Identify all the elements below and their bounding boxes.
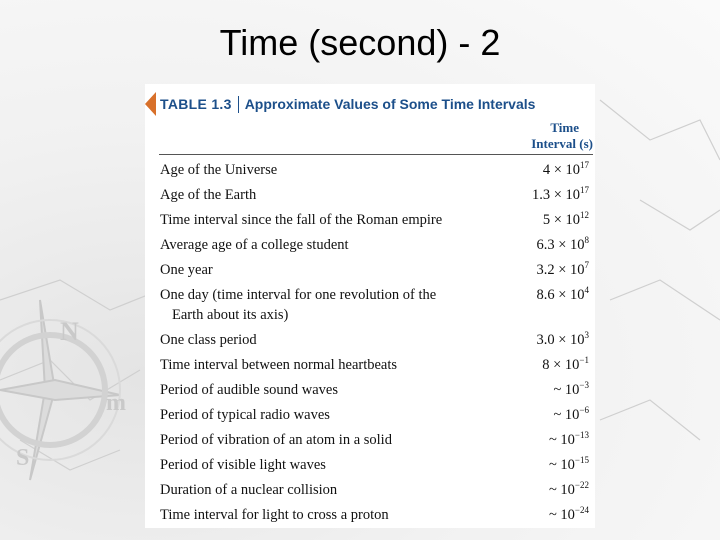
caption-arrow-icon [145, 92, 156, 116]
column-header-line-1: Time [550, 120, 579, 135]
value-exponent: −6 [579, 405, 589, 415]
row-value [489, 185, 593, 205]
row-description-text: Time interval between normal heartbeats [160, 357, 398, 373]
value-exponent: −1 [579, 355, 589, 365]
row-description [160, 380, 489, 400]
row-value [489, 480, 593, 500]
table-label: TABLE 1.3 [160, 96, 232, 112]
row-value [489, 405, 593, 425]
value-mantissa: 8 × 10 [542, 357, 580, 373]
header-rule [159, 154, 593, 155]
row-description [160, 455, 489, 475]
row-description-text: Age of the Universe [160, 162, 278, 178]
row-value [489, 260, 593, 280]
row-description [160, 430, 489, 450]
row-value [489, 355, 593, 375]
row-value [489, 235, 593, 255]
row-description-text: Period of vibration of an atom in a solid [160, 432, 392, 448]
table-row [160, 260, 593, 280]
table-row [160, 355, 593, 375]
table-row [160, 455, 593, 475]
value-mantissa: 1.3 × 10 [531, 187, 580, 203]
value-exponent: 8 [584, 235, 589, 245]
value-mantissa: ~ 10 [553, 407, 580, 423]
value-exponent: 3 [584, 330, 589, 340]
slide-title: Time (second) - 2 [219, 22, 501, 63]
row-value [489, 430, 593, 450]
value-exponent: 17 [580, 160, 589, 170]
value-exponent: −3 [579, 380, 589, 390]
row-description-text: Average age of a college student [160, 237, 349, 253]
value-mantissa: ~ 10 [548, 482, 575, 498]
row-description [160, 285, 489, 325]
row-description [160, 260, 489, 280]
row-description-text: Period of audible sound waves [160, 382, 338, 398]
table-row [160, 235, 593, 255]
value-mantissa: 5 × 10 [542, 212, 580, 228]
row-value [489, 380, 593, 400]
table-row [160, 405, 593, 425]
value-exponent: −15 [574, 455, 589, 465]
compass-letter-s: S [16, 445, 30, 471]
row-description [160, 505, 489, 525]
value-exponent: 4 [584, 285, 589, 295]
row-value [489, 210, 593, 230]
row-description [160, 330, 489, 350]
table-title: Approximate Values of Some Time Intervals [244, 96, 536, 112]
table-row [160, 185, 593, 205]
table-row [160, 430, 593, 450]
value-mantissa: 6.3 × 10 [536, 237, 585, 253]
value-exponent: 12 [580, 210, 589, 220]
row-value [489, 160, 593, 180]
table-row [160, 380, 593, 400]
row-description-text: Period of visible light waves [160, 457, 326, 473]
row-description-text: Age of the Earth [160, 187, 257, 203]
value-mantissa: 8.6 × 10 [536, 287, 585, 303]
row-description-text: Period of typical radio waves [160, 407, 330, 423]
row-value [489, 330, 593, 350]
value-mantissa: ~ 10 [548, 432, 575, 448]
row-value [489, 285, 593, 325]
compass-letter-n: N [60, 317, 79, 346]
value-exponent: 7 [584, 260, 589, 270]
row-value [489, 455, 593, 475]
row-description-continuation: Earth about its axis) [172, 307, 289, 323]
row-description-text: One class period [160, 332, 257, 348]
value-mantissa: ~ 10 [553, 382, 580, 398]
column-header-line-2: Interval (s) [531, 136, 593, 151]
column-header [503, 120, 593, 152]
compass-letter-m: m [106, 390, 126, 416]
value-mantissa: 3.0 × 10 [536, 332, 585, 348]
row-description [160, 210, 489, 230]
row-description [160, 355, 489, 375]
table-row [160, 505, 593, 525]
value-exponent: 17 [580, 185, 589, 195]
table-row [160, 480, 593, 500]
table-body [160, 160, 593, 530]
value-exponent: −24 [574, 505, 589, 515]
row-description [160, 480, 489, 500]
value-mantissa: ~ 10 [548, 457, 575, 473]
table-row [160, 285, 593, 325]
row-description-text: One day (time interval for one revolution of the [160, 287, 437, 303]
table-figure [145, 84, 595, 528]
table-row [160, 210, 593, 230]
table-row [160, 160, 593, 180]
row-description-text: Time interval for light to cross a proton [160, 507, 389, 523]
row-description [160, 405, 489, 425]
value-mantissa: 3.2 × 10 [536, 262, 585, 278]
row-description [160, 160, 489, 180]
row-description [160, 235, 489, 255]
table-caption [145, 92, 535, 116]
caption-divider [238, 96, 239, 113]
value-exponent: −13 [574, 430, 589, 440]
value-mantissa: 4 × 10 [542, 162, 580, 178]
row-value [489, 505, 593, 525]
table-row [160, 330, 593, 350]
value-exponent: −22 [574, 480, 589, 490]
row-description-text: Time interval since the fall of the Roman empire [160, 212, 443, 228]
row-description-text: One year [160, 262, 213, 278]
row-description-text: Duration of a nuclear collision [160, 482, 338, 498]
row-description [160, 185, 489, 205]
value-mantissa: ~ 10 [548, 507, 575, 523]
